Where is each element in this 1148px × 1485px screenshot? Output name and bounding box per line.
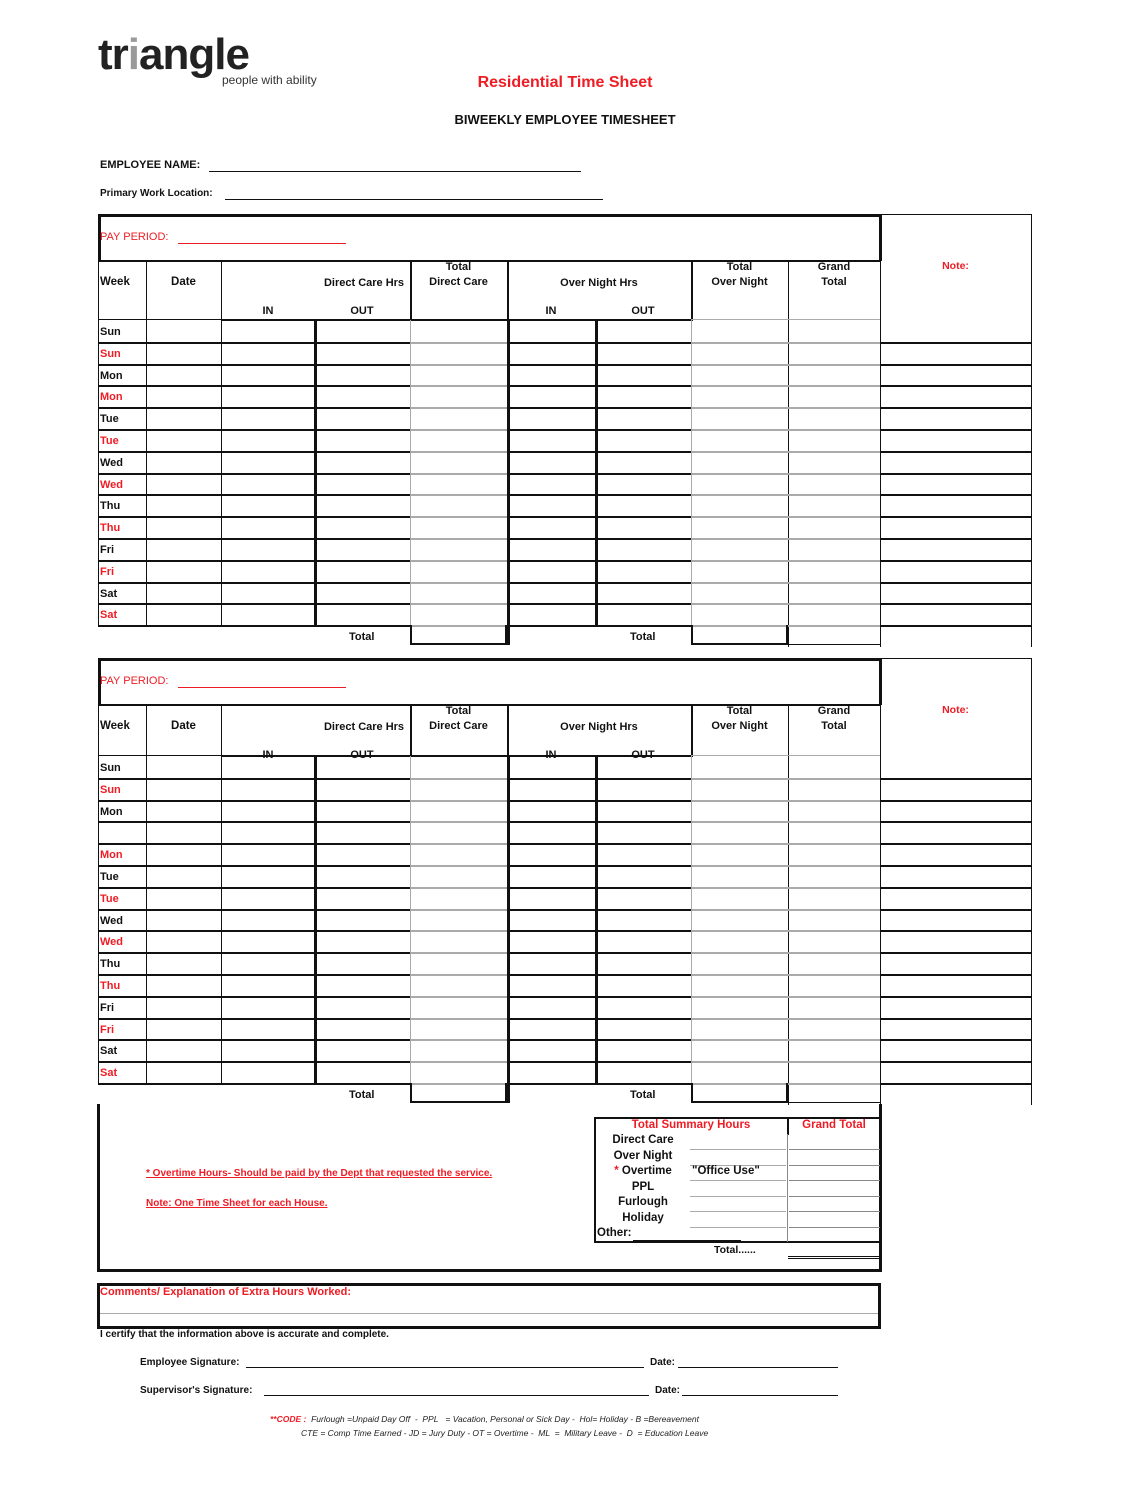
col-total-direct-care-1: Total — [445, 261, 472, 273]
date-cell[interactable] — [146, 778, 221, 800]
note-cell[interactable] — [881, 974, 1031, 996]
day-label: Tue — [100, 435, 119, 447]
total-dc-cell[interactable] — [410, 887, 507, 909]
summary-divider — [787, 1134, 788, 1242]
dc-out-cell[interactable] — [317, 1018, 410, 1040]
on-out-cell[interactable] — [598, 1039, 691, 1061]
on-in-cell[interactable] — [509, 843, 595, 865]
day-label: Thu — [100, 958, 121, 971]
employee-name-label: EMPLOYEE NAME: — [100, 159, 201, 171]
code-legend-line2: CTE = Comp Time Earned - JD = Jury Duty - OT = Overtime - ML = Military Leave - D = Education Leave — [301, 1428, 709, 1438]
primary-work-location-label: Primary Work Location: — [100, 188, 213, 199]
dc-out-cell[interactable] — [317, 887, 410, 909]
note-cell[interactable] — [881, 909, 1031, 931]
col-date: Date — [171, 276, 196, 288]
dc-in-cell[interactable] — [221, 843, 314, 865]
on-out-cell[interactable] — [598, 756, 691, 778]
pay-period-label: PAY PERIOD: — [100, 231, 169, 243]
col-total-over-night-2: Over Night — [711, 276, 768, 288]
col-on-out: OUT — [631, 749, 655, 761]
day-label: Mon — [100, 369, 123, 382]
overtime-note: * Overtime Hours- Should be paid by the Dept that requested the service. — [146, 1168, 493, 1179]
summary-bottom-border — [594, 1241, 881, 1243]
dc-in-cell[interactable] — [221, 974, 314, 996]
overtime-asterisk: * — [614, 1165, 619, 1177]
on-out-cell[interactable] — [598, 1018, 691, 1040]
col-week: Week — [100, 276, 130, 288]
dc-in-cell[interactable] — [221, 756, 314, 778]
col-total-over-night-1: Total — [726, 705, 753, 717]
summary-divider-top — [787, 1118, 789, 1135]
dc-in-cell[interactable] — [221, 930, 314, 952]
note-cell[interactable] — [881, 778, 1031, 800]
code-prefix: **CODE : — [270, 1414, 307, 1424]
on-out-cell[interactable] — [598, 974, 691, 996]
col-divider-tdc-right — [507, 756, 510, 1103]
grand-total-cell[interactable] — [789, 974, 880, 996]
day-label: Wed — [100, 914, 124, 927]
total-on-cell[interactable] — [693, 1061, 788, 1083]
grand-total-cell[interactable] — [789, 800, 880, 822]
summary-grand-field[interactable] — [789, 1165, 880, 1166]
on-out-cell[interactable] — [598, 952, 691, 974]
on-out-cell[interactable] — [598, 778, 691, 800]
total-on-cell[interactable] — [693, 952, 788, 974]
dc-in-cell[interactable] — [221, 778, 314, 800]
grand-total-cell[interactable] — [789, 996, 880, 1018]
note-column-top — [880, 658, 1032, 659]
notes-box-right-border — [879, 1104, 882, 1272]
col-total-over-night-2: Over Night — [711, 720, 768, 732]
summary-office-field[interactable] — [690, 1227, 786, 1228]
supervisor-signature-field[interactable] — [264, 1384, 649, 1396]
grand-total-cell[interactable] — [789, 930, 880, 952]
on-in-cell[interactable] — [509, 887, 595, 909]
col-over-night-hrs: Over Night Hrs — [560, 277, 638, 289]
dc-in-cell[interactable] — [221, 952, 314, 974]
summary-other-field[interactable] — [633, 1240, 741, 1241]
grand-total-cell[interactable] — [789, 1061, 880, 1083]
total-dc-cell[interactable] — [410, 843, 507, 865]
on-out-cell[interactable] — [598, 909, 691, 931]
day-label: Tue — [100, 892, 119, 905]
employee-signature-label: Employee Signature: — [140, 1357, 240, 1368]
date-cell[interactable] — [146, 974, 221, 996]
on-out-cell[interactable] — [598, 930, 691, 952]
dc-out-cell[interactable] — [317, 800, 410, 822]
total-dc-cell[interactable] — [410, 778, 507, 800]
summary-item-overtime — [596, 1165, 690, 1177]
col-grand-total-1: Grand — [817, 705, 851, 717]
total-grand-field[interactable] — [788, 1083, 880, 1103]
date-cell[interactable] — [146, 756, 221, 778]
col-total-direct-care-2: Direct Care — [429, 276, 488, 288]
day-label: Mon — [100, 849, 123, 862]
day-label: Sat — [100, 609, 118, 622]
on-out-cell[interactable] — [598, 821, 691, 843]
summary-other-label: Other: — [597, 1227, 632, 1239]
total-direct-care-field[interactable] — [410, 1083, 507, 1103]
summary-office-field[interactable] — [690, 1180, 786, 1181]
on-in-cell[interactable] — [509, 1061, 595, 1083]
day-label: Sun — [100, 783, 121, 796]
col-over-night-hrs: Over Night Hrs — [560, 721, 638, 733]
col-total-direct-care-2: Direct Care — [429, 720, 488, 732]
one-sheet-note: Note: One Time Sheet for each House. — [146, 1198, 328, 1209]
col-direct-care-hrs: Direct Care Hrs — [323, 721, 405, 733]
employee-date-label: Date: — [650, 1357, 676, 1368]
grand-total-cell[interactable] — [789, 778, 880, 800]
day-label: Thu — [100, 500, 121, 513]
day-label: Wed — [100, 456, 124, 469]
dc-out-cell[interactable] — [317, 843, 410, 865]
summary-grand-field[interactable] — [789, 1149, 880, 1150]
col-grand-total-2: Total — [821, 720, 847, 732]
total-dc-cell[interactable] — [410, 952, 507, 974]
total-on-cell[interactable] — [693, 887, 788, 909]
grand-total-cell[interactable] — [789, 887, 880, 909]
row-line — [98, 1083, 410, 1085]
summary-item-holiday: Holiday — [622, 1211, 664, 1224]
dc-out-cell[interactable] — [317, 821, 410, 843]
day-label: Mon — [100, 391, 123, 404]
on-out-cell[interactable] — [598, 887, 691, 909]
pay-period-box-right — [879, 658, 882, 705]
total-dc-cell[interactable] — [410, 909, 507, 931]
date-cell[interactable] — [146, 930, 221, 952]
note-cell[interactable] — [881, 952, 1031, 974]
note-cell[interactable] — [881, 996, 1031, 1018]
note-cell[interactable] — [881, 821, 1031, 843]
dc-out-cell[interactable] — [317, 930, 410, 952]
day-label: Tue — [100, 413, 119, 426]
summary-total-label: Total...... — [714, 1244, 756, 1256]
logo-i-glyph: i — [127, 30, 140, 79]
date-cell[interactable] — [146, 996, 221, 1018]
total-on-cell[interactable] — [693, 1018, 788, 1040]
col-dc-out: OUT — [350, 305, 374, 317]
employee-date-field[interactable] — [678, 1356, 838, 1368]
day-label: Sun — [100, 762, 121, 774]
grand-total-cell[interactable] — [789, 909, 880, 931]
day-label: Tue — [100, 871, 119, 883]
certify-statement: I certify that the information above is accurate and complete. — [100, 1329, 389, 1340]
note-cell[interactable] — [881, 1061, 1031, 1083]
dc-out-cell[interactable] — [317, 952, 410, 974]
on-in-cell[interactable] — [509, 821, 595, 843]
total-on-cell[interactable] — [693, 930, 788, 952]
col-total-over-night-1: Total — [726, 261, 753, 273]
col-grand-total-2: Total — [821, 276, 847, 288]
office-use-label: "Office Use" — [692, 1165, 760, 1177]
on-in-cell[interactable] — [509, 1018, 595, 1040]
total-dc-cell[interactable] — [410, 1018, 507, 1040]
dc-in-cell[interactable] — [221, 1018, 314, 1040]
dc-out-cell[interactable] — [317, 756, 410, 778]
col-week: Week — [100, 720, 130, 732]
comments-label: Comments/ Explanation of Extra Hours Worked: — [100, 1286, 352, 1298]
dc-in-cell[interactable] — [221, 1039, 314, 1061]
day-label: Thu — [100, 522, 121, 535]
col-dc-in: IN — [262, 305, 274, 317]
dc-out-cell[interactable] — [317, 865, 410, 887]
col-divider-tdc-left — [410, 756, 411, 1083]
comments-divider — [100, 1313, 878, 1314]
dc-out-cell[interactable] — [317, 1039, 410, 1061]
total-on-cell[interactable] — [693, 843, 788, 865]
total-label-over-night: Total — [630, 631, 656, 644]
col-divider-on-inout — [595, 756, 598, 1083]
on-out-cell[interactable] — [598, 865, 691, 887]
code-legend-line1 — [270, 1414, 699, 1424]
on-in-cell[interactable] — [509, 952, 595, 974]
note-cell[interactable] — [881, 1018, 1031, 1040]
day-label: Sun — [100, 347, 121, 360]
on-in-cell[interactable] — [509, 756, 595, 778]
col-grand-total-1: Grand — [817, 261, 851, 273]
supervisor-date-field[interactable] — [682, 1384, 838, 1396]
dc-in-cell[interactable] — [221, 865, 314, 887]
summary-office-field[interactable] — [690, 1149, 786, 1150]
grand-total-cell[interactable] — [789, 756, 880, 778]
col-dc-in: IN — [262, 749, 274, 761]
pay-period-box-top — [98, 658, 881, 661]
dc-out-cell[interactable] — [317, 1061, 410, 1083]
day-label: Fri — [100, 565, 115, 578]
col-direct-care-hrs: Direct Care Hrs — [323, 277, 405, 289]
day-label: Sat — [100, 1067, 118, 1080]
summary-item-ppl: PPL — [631, 1180, 655, 1193]
grand-total-cell[interactable] — [789, 865, 880, 887]
grand-total-cell[interactable] — [789, 821, 880, 843]
grand-total-cell[interactable] — [789, 1018, 880, 1040]
summary-grand-total-label: Grand Total — [802, 1119, 866, 1131]
day-label: Fri — [100, 1001, 115, 1014]
date-cell[interactable] — [146, 909, 221, 931]
dc-in-cell[interactable] — [221, 821, 314, 843]
on-out-cell[interactable] — [598, 843, 691, 865]
grand-total-cell[interactable] — [789, 1039, 880, 1061]
dc-in-cell[interactable] — [221, 996, 314, 1018]
total-dc-cell[interactable] — [410, 1039, 507, 1061]
on-in-cell[interactable] — [509, 930, 595, 952]
pay-period-field[interactable] — [178, 674, 346, 688]
employee-signature-field[interactable] — [246, 1356, 644, 1368]
date-cell[interactable] — [146, 1039, 221, 1061]
total-on-cell[interactable] — [693, 974, 788, 996]
on-in-cell[interactable] — [509, 800, 595, 822]
logo-wordmark: triangle — [98, 30, 249, 79]
col-date: Date — [171, 720, 196, 732]
note-cell[interactable] — [881, 887, 1031, 909]
date-cell[interactable] — [146, 843, 221, 865]
summary-grand-field[interactable] — [789, 1180, 880, 1181]
date-cell[interactable] — [146, 821, 221, 843]
summary-item-over-night: Over Night — [613, 1149, 673, 1162]
dc-in-cell[interactable] — [221, 887, 314, 909]
total-dc-cell[interactable] — [410, 865, 507, 887]
summary-item-direct-care: Direct Care — [612, 1134, 674, 1146]
date-cell[interactable] — [146, 1018, 221, 1040]
supervisor-signature-label: Supervisor's Signature: — [140, 1385, 253, 1396]
total-label-over-night: Total — [630, 1089, 656, 1101]
col-on-out: OUT — [631, 305, 655, 317]
dc-in-cell[interactable] — [221, 1061, 314, 1083]
total-label-direct-care: Total — [349, 631, 375, 644]
notes-box-left-border — [97, 1104, 100, 1272]
col-dc-out: OUT — [350, 749, 374, 761]
total-on-cell[interactable] — [693, 756, 788, 778]
col-on-in: IN — [545, 749, 557, 761]
dc-out-cell[interactable] — [317, 996, 410, 1018]
code-line1-text: Furlough =Unpaid Day Off - PPL = Vacation, Personal or Sick Day - Hol= Holiday - B =Bereavement — [311, 1414, 699, 1424]
dc-in-cell[interactable] — [221, 800, 314, 822]
total-on-cell[interactable] — [693, 996, 788, 1018]
page-subtitle: BIWEEKLY EMPLOYEE TIMESHEET — [454, 112, 676, 127]
note-cell[interactable] — [881, 756, 1031, 778]
row-line — [880, 1083, 1031, 1085]
total-on-cell[interactable] — [693, 865, 788, 887]
summary-item-label: Overtime — [621, 1165, 672, 1177]
dc-out-cell[interactable] — [317, 909, 410, 931]
day-label: Fri — [100, 544, 115, 556]
note-cell[interactable] — [881, 843, 1031, 865]
total-on-cell[interactable] — [693, 909, 788, 931]
summary-office-field[interactable] — [690, 1211, 786, 1212]
total-dc-cell[interactable] — [410, 821, 507, 843]
note-cell[interactable] — [881, 1039, 1031, 1061]
summary-item-furlough: Furlough — [618, 1196, 668, 1208]
total-dc-cell[interactable] — [410, 930, 507, 952]
total-dc-cell[interactable] — [410, 974, 507, 996]
summary-office-field[interactable] — [690, 1196, 786, 1197]
day-label: Sat — [100, 1045, 118, 1058]
pay-period-label: PAY PERIOD: — [100, 675, 169, 687]
day-label: Sun — [100, 326, 121, 338]
logo-tagline: people with ability — [222, 73, 317, 87]
total-on-cell[interactable] — [693, 800, 788, 822]
day-label: Sat — [100, 587, 118, 600]
on-in-cell[interactable] — [509, 778, 595, 800]
note-cell[interactable] — [881, 865, 1031, 887]
total-dc-cell[interactable] — [410, 756, 507, 778]
col-on-in: IN — [545, 305, 557, 317]
total-dc-cell[interactable] — [410, 800, 507, 822]
on-in-cell[interactable] — [509, 996, 595, 1018]
date-cell[interactable] — [146, 1061, 221, 1083]
summary-grand-field[interactable] — [789, 1227, 880, 1228]
day-label: Wed — [100, 936, 124, 949]
date-cell[interactable] — [146, 865, 221, 887]
on-in-cell[interactable] — [509, 865, 595, 887]
summary-title: Total Summary Hours — [631, 1119, 751, 1131]
on-in-cell[interactable] — [509, 974, 595, 996]
col-divider-ton-left — [691, 756, 692, 1083]
day-label: Wed — [100, 478, 124, 491]
col-divider-dc-inout — [314, 756, 317, 1083]
note-cell[interactable] — [881, 930, 1031, 952]
day-label: Thu — [100, 980, 121, 992]
on-out-cell[interactable] — [598, 996, 691, 1018]
total-label-direct-care: Total — [349, 1089, 375, 1101]
on-in-cell[interactable] — [509, 1039, 595, 1061]
total-dc-cell[interactable] — [410, 996, 507, 1018]
notes-box-bottom-border — [97, 1269, 881, 1272]
page-title: Residential Time Sheet — [477, 74, 653, 91]
date-cell[interactable] — [146, 952, 221, 974]
dc-in-cell[interactable] — [221, 909, 314, 931]
day-label: Fri — [100, 1023, 115, 1036]
total-on-cell[interactable] — [693, 778, 788, 800]
note-label: Note: — [942, 260, 969, 272]
on-out-cell[interactable] — [598, 1061, 691, 1083]
total-on-cell[interactable] — [693, 1039, 788, 1061]
dc-out-cell[interactable] — [317, 974, 410, 996]
dc-out-cell[interactable] — [317, 778, 410, 800]
on-out-cell[interactable] — [598, 800, 691, 822]
note-column-right — [1031, 658, 1032, 1105]
day-label: Mon — [100, 805, 123, 818]
grand-total-cell[interactable] — [789, 952, 880, 974]
total-over-night-field[interactable] — [691, 1083, 788, 1103]
date-cell[interactable] — [146, 887, 221, 909]
note-label: Note: — [942, 704, 969, 716]
summary-total-field[interactable] — [788, 1256, 880, 1259]
on-in-cell[interactable] — [509, 909, 595, 931]
col-total-direct-care-1: Total — [445, 705, 472, 717]
summary-grand-field[interactable] — [789, 1196, 880, 1197]
summary-grand-field[interactable] — [789, 1211, 880, 1212]
supervisor-date-label: Date: — [655, 1385, 681, 1396]
grand-total-cell[interactable] — [789, 843, 880, 865]
date-cell[interactable] — [146, 800, 221, 822]
row-line — [507, 1083, 691, 1085]
total-dc-cell[interactable] — [410, 1061, 507, 1083]
total-on-cell[interactable] — [693, 821, 788, 843]
note-cell[interactable] — [881, 800, 1031, 822]
